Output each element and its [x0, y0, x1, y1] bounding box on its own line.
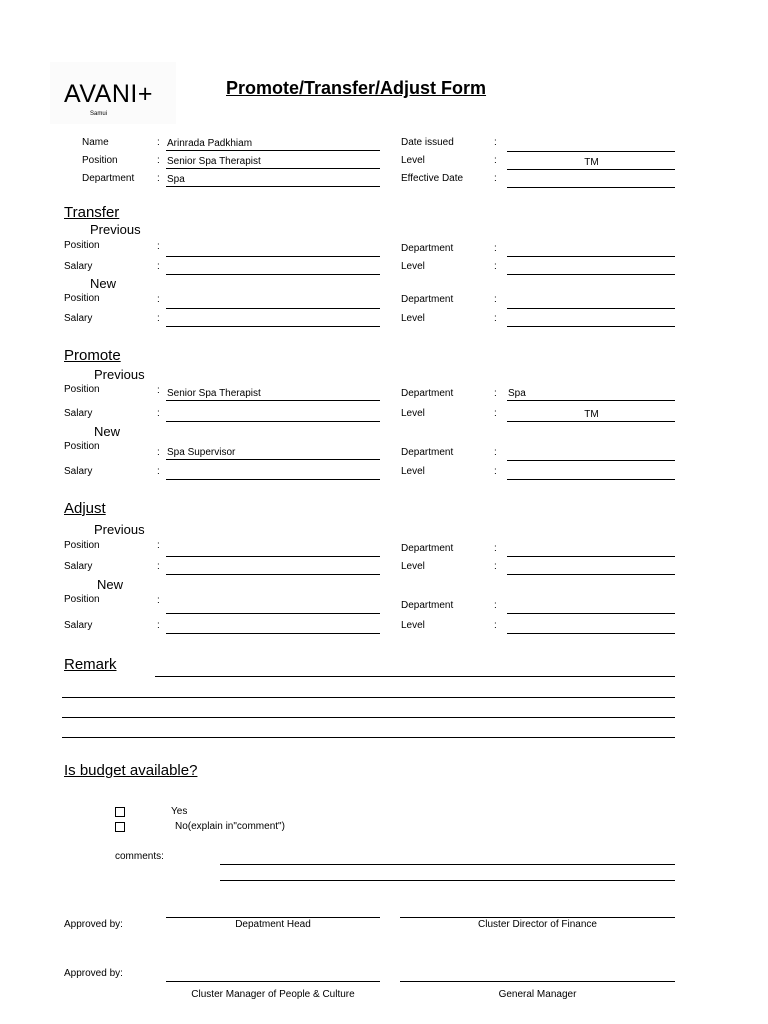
adjust-section-title: Adjust [64, 500, 106, 517]
promote-prev-salary-label: Salary [64, 408, 93, 419]
transfer-new-position-label: Position [64, 293, 100, 304]
transfer-prev-position-field[interactable] [166, 244, 380, 257]
budget-yes-label: Yes [171, 806, 188, 817]
transfer-prev-department-label: Department [401, 243, 454, 254]
level-label: Level [401, 155, 425, 166]
promote-prev-level-label: Level [401, 408, 425, 419]
colon: : [157, 447, 160, 458]
colon: : [494, 447, 497, 458]
colon: : [157, 466, 160, 477]
department-head-caption: Depatment Head [235, 919, 311, 930]
colon: : [494, 408, 497, 419]
logo-brand-text: AVANI+ [64, 80, 153, 108]
promote-prev-level-field[interactable]: TM [507, 409, 675, 422]
adjust-new-level-field[interactable] [507, 621, 675, 634]
comments-line-1[interactable] [220, 864, 675, 865]
colon: : [494, 466, 497, 477]
promote-new-department-field[interactable] [507, 448, 675, 461]
transfer-prev-level-field[interactable] [507, 262, 675, 275]
adjust-new-department-field[interactable] [507, 601, 675, 614]
cluster-manager-people-caption: Cluster Manager of People & Culture [191, 989, 355, 1000]
avani-logo [50, 62, 176, 124]
promote-new-position-label: Position [64, 441, 100, 452]
approved-by-label-1: Approved by: [64, 919, 123, 930]
position-field[interactable]: Senior Spa Therapist [166, 156, 380, 169]
date-issued-label: Date issued [401, 137, 454, 148]
adjust-new-position-label: Position [64, 594, 100, 605]
remark-line-4[interactable] [62, 737, 675, 738]
budget-no-checkbox[interactable] [115, 822, 125, 832]
promote-prev-salary-field[interactable] [166, 409, 380, 422]
transfer-new-heading: New [90, 276, 117, 291]
transfer-new-salary-label: Salary [64, 313, 93, 324]
department-field[interactable]: Spa [166, 174, 380, 187]
budget-section-title: Is budget available? [64, 762, 198, 779]
cluster-director-finance-signature-line[interactable] [400, 917, 675, 918]
colon: : [494, 620, 497, 631]
department-label: Department [82, 173, 135, 184]
adjust-prev-position-field[interactable] [166, 544, 380, 557]
promote-new-position-field[interactable]: Spa Supervisor [166, 447, 380, 460]
colon: : [494, 155, 497, 166]
department-head-signature-line[interactable] [166, 917, 380, 918]
colon: : [157, 620, 160, 631]
adjust-new-heading: New [97, 577, 124, 592]
colon: : [157, 313, 160, 324]
effective-date-field[interactable] [507, 175, 675, 188]
colon: : [157, 561, 160, 572]
transfer-new-level-label: Level [401, 313, 425, 324]
transfer-previous-heading: Previous [90, 222, 141, 237]
adjust-new-level-label: Level [401, 620, 425, 631]
position-label: Position [82, 155, 118, 166]
adjust-prev-salary-label: Salary [64, 561, 93, 572]
colon: : [494, 137, 497, 148]
colon: : [494, 561, 497, 572]
name-field[interactable]: Arinrada Padkhiam [166, 138, 380, 151]
transfer-prev-salary-label: Salary [64, 261, 93, 272]
colon: : [157, 294, 160, 305]
promote-new-salary-label: Salary [64, 466, 93, 477]
promote-previous-heading: Previous [94, 367, 145, 382]
promote-new-department-label: Department [401, 447, 454, 458]
remark-line-2[interactable] [62, 697, 675, 698]
transfer-new-department-field[interactable] [507, 296, 675, 309]
level-field[interactable]: TM [507, 157, 675, 170]
transfer-prev-position-label: Position [64, 240, 100, 251]
colon: : [494, 600, 497, 611]
promote-new-salary-field[interactable] [166, 467, 380, 480]
comments-line-2[interactable] [220, 880, 675, 881]
colon: : [494, 243, 497, 254]
adjust-prev-level-field[interactable] [507, 562, 675, 575]
transfer-prev-level-label: Level [401, 261, 425, 272]
remark-section-title: Remark [64, 656, 117, 673]
general-manager-caption: General Manager [498, 989, 577, 1000]
date-issued-field[interactable] [507, 139, 675, 152]
transfer-section-title: Transfer [64, 204, 120, 221]
cluster-director-finance-caption: Cluster Director of Finance [478, 919, 597, 930]
budget-no-label: No(explain in"comment") [175, 821, 285, 832]
colon: : [157, 595, 160, 606]
logo-location-text: Samui [90, 111, 108, 117]
colon: : [157, 408, 160, 419]
colon: : [157, 241, 160, 252]
promote-new-level-field[interactable] [507, 467, 675, 480]
effective-date-label: Effective Date [401, 173, 464, 184]
name-label: Name [82, 137, 109, 148]
adjust-prev-department-label: Department [401, 543, 454, 554]
promote-new-heading: New [94, 424, 121, 439]
adjust-new-department-label: Department [401, 600, 454, 611]
adjust-prev-salary-field[interactable] [166, 562, 380, 575]
promote-prev-department-field[interactable]: Spa [507, 388, 675, 401]
adjust-prev-department-field[interactable] [507, 544, 675, 557]
promote-new-level-label: Level [401, 466, 425, 477]
transfer-new-position-field[interactable] [166, 296, 380, 309]
colon: : [494, 261, 497, 272]
colon: : [494, 543, 497, 554]
colon: : [494, 173, 497, 184]
colon: : [157, 540, 160, 551]
transfer-new-level-field[interactable] [507, 314, 675, 327]
promote-prev-position-field[interactable]: Senior Spa Therapist [166, 388, 380, 401]
promote-prev-department-label: Department [401, 388, 454, 399]
approved-by-label-2: Approved by: [64, 968, 123, 979]
adjust-prev-level-label: Level [401, 561, 425, 572]
promote-prev-position-label: Position [64, 384, 100, 395]
promote-section-title: Promote [64, 347, 121, 364]
transfer-new-department-label: Department [401, 294, 454, 305]
colon: : [157, 173, 160, 184]
adjust-new-salary-field[interactable] [166, 621, 380, 634]
transfer-prev-salary-field[interactable] [166, 262, 380, 275]
budget-yes-checkbox[interactable] [115, 807, 125, 817]
adjust-previous-heading: Previous [94, 522, 145, 537]
remark-line-3[interactable] [62, 717, 675, 718]
colon: : [157, 385, 160, 396]
colon: : [157, 137, 160, 148]
comments-label: comments: [115, 851, 164, 862]
transfer-new-salary-field[interactable] [166, 314, 380, 327]
colon: : [157, 261, 160, 272]
colon: : [494, 388, 497, 399]
adjust-prev-position-label: Position [64, 540, 100, 551]
colon: : [494, 313, 497, 324]
general-manager-signature-line[interactable] [400, 981, 675, 982]
transfer-prev-department-field[interactable] [507, 244, 675, 257]
adjust-new-position-field[interactable] [166, 601, 380, 614]
adjust-new-salary-label: Salary [64, 620, 93, 631]
colon: : [157, 155, 160, 166]
colon: : [494, 294, 497, 305]
cluster-manager-people-signature-line[interactable] [166, 981, 380, 982]
form-title: Promote/Transfer/Adjust Form [226, 78, 487, 98]
remark-line-1[interactable] [155, 676, 675, 677]
